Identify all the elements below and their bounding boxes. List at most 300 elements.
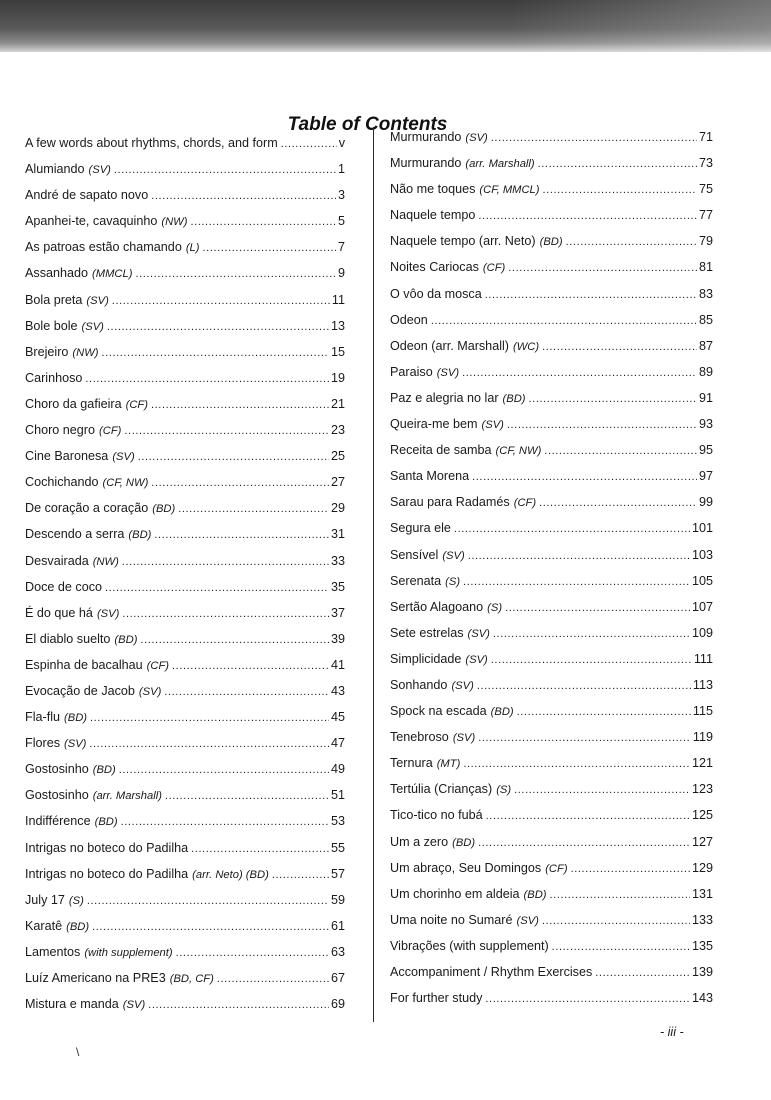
dot-leader (151, 399, 329, 411)
dot-leader (178, 503, 329, 515)
entry-credit: (CF, MMCL) (479, 184, 540, 197)
toc-entry (25, 971, 345, 997)
entry-title: Doce de coco (25, 579, 103, 594)
entry-title: Evocação de Jacob (25, 683, 135, 698)
dot-leader (463, 576, 690, 588)
entry-page-number: 61 (330, 918, 345, 933)
toc-entry (390, 939, 713, 965)
dot-leader (478, 732, 691, 744)
entry-credit: (BD) (114, 633, 138, 646)
dot-leader (90, 712, 329, 724)
entry-page-number: 85 (698, 312, 713, 327)
dot-leader (135, 268, 336, 280)
entry-page-number: 53 (330, 814, 345, 829)
toc-entry (25, 371, 345, 397)
entry-page-number: 87 (698, 338, 713, 353)
toc-entry (25, 266, 345, 292)
entry-credit: (BD) (92, 764, 116, 777)
dot-leader (431, 315, 697, 327)
entry-page-number: 49 (330, 762, 345, 777)
entry-title: Cochichando (25, 475, 99, 490)
entry-credit: (NW) (161, 216, 188, 229)
entry-credit: (CF) (545, 862, 568, 875)
entry-credit: (BD) (94, 816, 118, 829)
toc-column-left (25, 136, 345, 1023)
toc-entry (25, 632, 345, 658)
entry-page-number: 25 (330, 449, 345, 464)
entry-page-number: 7 (337, 240, 345, 255)
dot-leader (164, 686, 329, 698)
entry-page-number: 111 (693, 651, 713, 666)
dot-leader (544, 445, 697, 457)
entry-title: Alumiando (25, 162, 85, 177)
dot-leader (154, 529, 329, 541)
toc-entry (390, 913, 713, 939)
toc-entry (390, 965, 713, 991)
entry-credit: (arr. Marshall) (92, 790, 162, 803)
entry-title: Choro da gafieira (25, 396, 122, 411)
dot-leader (105, 582, 329, 594)
entry-credit: (NW) (72, 346, 99, 359)
toc-entry (390, 521, 713, 547)
entry-credit: (SV) (451, 679, 474, 692)
entry-page-number: 139 (691, 965, 713, 979)
toc-entry (25, 475, 345, 501)
entry-credit: (SV) (442, 549, 465, 562)
dot-leader (121, 816, 329, 828)
entry-title: De coração a coração (25, 501, 149, 516)
toc-entry (390, 704, 713, 730)
entry-credit: (BD, CF) (169, 973, 214, 985)
toc-entry (390, 991, 713, 1017)
entry-credit: (BD) (64, 712, 87, 725)
toc-entry (25, 893, 345, 919)
entry-page-number: 9 (337, 266, 345, 281)
entry-page-number: 19 (330, 370, 345, 385)
entry-credit: (BD) (539, 236, 563, 249)
entry-credit: (BD) (490, 706, 514, 719)
dot-leader (172, 660, 329, 672)
dot-leader (454, 523, 690, 535)
dot-leader (85, 373, 329, 385)
entry-title: Desvairada (25, 553, 89, 568)
entry-page-number: 23 (330, 423, 345, 438)
dot-leader (165, 790, 329, 802)
dot-leader (272, 869, 329, 881)
entry-page-number: 11 (331, 292, 345, 307)
dot-leader (493, 628, 690, 640)
dot-leader (472, 471, 697, 483)
entry-title: Naquele tempo (390, 208, 476, 223)
entry-credit: (L) (185, 242, 200, 255)
toc-entry (25, 580, 345, 606)
entry-title: Noites Cariocas (390, 260, 479, 275)
dot-leader (491, 654, 692, 666)
toc-entry (25, 188, 345, 214)
toc-entry (390, 182, 713, 208)
dot-leader (485, 289, 697, 301)
toc-entry (390, 495, 713, 521)
entry-title: El diablo suelto (25, 631, 111, 646)
entry-title: Bola preta (25, 292, 83, 307)
entry-page-number: 97 (698, 469, 713, 484)
dot-leader (543, 184, 697, 196)
entry-page-number: 31 (330, 527, 345, 542)
entry-title: Sertão Alagoano (390, 599, 484, 614)
entry-credit: (BD) (66, 920, 90, 933)
entry-title: Choro negro (25, 423, 96, 438)
entry-page-number: 29 (330, 501, 345, 516)
dot-leader (542, 915, 690, 927)
entry-title: Sete estrelas (390, 625, 464, 640)
toc-entry (390, 887, 713, 913)
toc-entry (390, 260, 713, 286)
entry-page-number: 5 (337, 214, 345, 229)
toc-entry (25, 814, 345, 840)
entry-title: Gostosinho (25, 788, 89, 803)
entry-page-number: 79 (698, 234, 713, 249)
entry-page-number: 93 (698, 417, 713, 432)
entry-credit: (CF) (125, 398, 148, 411)
entry-page-number: 45 (330, 710, 345, 725)
entry-title: O vôo da mosca (390, 286, 482, 301)
entry-credit: (SV) (112, 451, 135, 464)
entry-title: A few words about rhythms, chords, and form (25, 136, 278, 150)
dot-leader (122, 556, 329, 568)
entry-page-number: 89 (698, 364, 713, 379)
toc-entry (390, 443, 713, 469)
toc-entry (390, 678, 713, 704)
entry-page-number: 67 (330, 971, 345, 985)
entry-credit: (BD) (523, 888, 547, 901)
entry-page-number: 125 (691, 808, 713, 823)
entry-title: For further study (390, 991, 483, 1006)
toc-entry (390, 600, 713, 626)
entry-page-number: 69 (330, 997, 345, 1012)
dot-leader (539, 497, 697, 509)
dot-leader (140, 634, 329, 646)
entry-page-number: 95 (698, 443, 713, 458)
entry-title: Sonhando (390, 677, 448, 692)
entry-page-number: 3 (337, 188, 345, 203)
toc-entry (25, 762, 345, 788)
entry-page-number: 81 (698, 260, 713, 275)
entry-page-number: 57 (330, 866, 345, 881)
dot-leader (485, 993, 690, 1005)
toc-entry (25, 684, 345, 710)
entry-credit: (SV) (138, 685, 162, 698)
entry-page-number: 99 (698, 495, 713, 510)
entry-title: André de sapato novo (25, 188, 149, 203)
entry-page-number: 103 (691, 547, 713, 562)
dot-leader (107, 321, 329, 333)
entry-title: Paraiso (390, 364, 433, 379)
entry-credit: (BD) (452, 836, 476, 849)
entry-title: July 17 (25, 892, 65, 907)
entry-page-number: 135 (691, 938, 713, 953)
entry-title: Karatê (25, 918, 63, 933)
dot-leader (505, 602, 690, 614)
entry-credit: (SV) (122, 999, 146, 1012)
entry-credit: (SV) (81, 320, 104, 333)
entry-page-number: 121 (691, 756, 713, 771)
entry-credit: (S) (496, 784, 512, 797)
entry-credit: (with supplement) (84, 946, 173, 959)
entry-page-number: 37 (330, 605, 345, 620)
entry-credit: (SV) (452, 732, 476, 745)
dot-leader (87, 895, 329, 907)
toc-entry (390, 861, 713, 887)
entry-page-number: 109 (691, 625, 713, 640)
dot-leader (217, 973, 329, 985)
entry-page-number: 119 (692, 730, 713, 745)
page-number-footer: - iii - (660, 1025, 684, 1039)
column-divider (373, 127, 374, 1022)
entry-title: Murmurando (390, 156, 462, 171)
entry-title: As patroas estão chamando (25, 240, 182, 255)
entry-page-number: 77 (698, 208, 713, 223)
entry-title: Murmurando (390, 130, 462, 144)
entry-title: Odeon (arr. Marshall) (390, 338, 509, 353)
toc-entry (25, 527, 345, 553)
entry-credit: (arr. Marshall) (465, 158, 535, 171)
toc-entry (25, 997, 345, 1023)
toc-entry (25, 501, 345, 527)
toc-entry (25, 423, 345, 449)
toc-entry (25, 710, 345, 736)
dot-leader (491, 132, 697, 144)
toc-entry (390, 756, 713, 782)
entry-credit: (S) (445, 575, 461, 588)
entry-title: Vibrações (with supplement) (390, 938, 549, 953)
toc-entry (390, 835, 713, 861)
dot-leader (550, 889, 690, 901)
toc-entry (25, 919, 345, 945)
entry-title: Um a zero (390, 834, 449, 849)
entry-credit: (SV) (467, 627, 490, 640)
entry-title: Indifférence (25, 814, 91, 829)
entry-title: Não me toques (390, 182, 476, 197)
dot-leader (538, 158, 697, 170)
entry-page-number: 47 (330, 736, 345, 751)
entry-credit: (MT) (436, 758, 461, 771)
entry-page-number: 55 (330, 840, 345, 855)
toc-entry (25, 136, 345, 162)
entry-credit: (CF) (99, 425, 122, 438)
dot-leader (114, 164, 336, 176)
dot-leader (190, 216, 336, 228)
dot-leader (566, 236, 697, 248)
dot-leader (151, 477, 329, 489)
entry-title: Paz e alegria no lar (390, 390, 499, 405)
toc-entry (25, 214, 345, 240)
dot-leader (119, 764, 329, 776)
entry-title: Spock na escada (390, 704, 487, 719)
entry-title: Bole bole (25, 318, 78, 333)
entry-title: Ternura (390, 756, 433, 771)
entry-title: Um chorinho em aldeia (390, 886, 520, 901)
entry-page-number: 127 (691, 834, 713, 849)
dot-leader (477, 680, 691, 692)
entry-credit: (SV) (88, 164, 111, 177)
dot-leader (542, 341, 697, 353)
dot-leader (462, 367, 697, 379)
entry-title: Santa Morena (390, 469, 470, 484)
entry-page-number: 15 (330, 344, 345, 359)
entry-page-number: 21 (330, 396, 345, 411)
toc-entry (25, 162, 345, 188)
entry-title: Simplicidade (390, 651, 462, 666)
entry-page-number: 115 (692, 704, 713, 719)
toc-entry (390, 156, 713, 182)
entry-title: Lamentos (25, 944, 81, 959)
entry-page-number: 33 (330, 553, 345, 568)
entry-title: Queira-me bem (390, 417, 478, 432)
entry-title: Um abraço, Seu Domingos (390, 860, 542, 875)
entry-title: Odeon (390, 312, 428, 327)
entry-title: Mistura e manda (25, 997, 119, 1012)
toc-entry (390, 652, 713, 678)
entry-title: Intrigas no boteco do Padilha (25, 866, 189, 881)
entry-title: Espinha de bacalhau (25, 657, 143, 672)
entry-page-number: 27 (330, 475, 345, 490)
entry-page-number: 43 (330, 683, 345, 698)
toc-entry (25, 945, 345, 971)
dot-leader (102, 347, 329, 359)
dot-leader (148, 999, 329, 1011)
toc-column-right (390, 130, 713, 1017)
entry-title: Tenebroso (390, 730, 449, 745)
entry-title: Intrigas no boteco do Padilha (25, 840, 189, 855)
entry-page-number: 123 (691, 782, 713, 797)
toc-entry (390, 130, 713, 156)
entry-page-number: 73 (698, 156, 713, 171)
entry-credit: (S) (68, 894, 84, 907)
page-title: Table of Contents (287, 113, 448, 135)
dot-leader (463, 758, 690, 770)
toc-entry (25, 841, 345, 867)
toc-entry (25, 397, 345, 423)
dot-leader (507, 419, 697, 431)
toc-entry (25, 345, 345, 371)
entry-credit: (BD) (502, 392, 526, 405)
entry-page-number: 39 (330, 631, 345, 646)
entry-title: Luíz Americano na PRE3 (25, 971, 166, 985)
entry-title: Carinhoso (25, 370, 83, 385)
dot-leader (92, 921, 329, 933)
dot-leader (191, 843, 329, 855)
toc-entry (25, 293, 345, 319)
dot-leader (124, 425, 329, 437)
entry-title: Gostosinho (25, 762, 89, 777)
entry-page-number: 129 (691, 860, 713, 875)
entry-title: Cine Baronesa (25, 449, 109, 464)
entry-credit: (CF, NW) (102, 477, 149, 490)
entry-page-number: 13 (330, 318, 345, 333)
entry-title: Tertúlia (Crianças) (390, 782, 493, 797)
toc-entry (25, 606, 345, 632)
dot-leader (138, 451, 329, 463)
entry-credit: (BD) (128, 529, 152, 542)
entry-page-number: 131 (691, 886, 713, 901)
toc-entry (390, 313, 713, 339)
entry-title: Naquele tempo (arr. Neto) (390, 234, 536, 249)
scan-shadow-band (0, 0, 771, 52)
entry-credit: (MMCL) (92, 268, 133, 281)
entry-title: Sensível (390, 547, 439, 562)
entry-title: Uma noite no Sumaré (390, 912, 513, 927)
toc-entry (390, 626, 713, 652)
entry-page-number: 105 (691, 573, 713, 588)
entry-title: Flores (25, 736, 60, 751)
toc-entry (390, 208, 713, 234)
dot-leader (514, 784, 690, 796)
toc-entry (25, 788, 345, 814)
entry-title: Brejeiro (25, 344, 69, 359)
dot-leader (552, 941, 690, 953)
entry-page-number: 133 (691, 912, 713, 927)
entry-credit: (CF) (513, 497, 537, 510)
dot-leader (508, 262, 697, 274)
entry-title: Accompaniment / Rhythm Exercises (390, 965, 593, 979)
entry-title: Fla-flu (25, 710, 60, 725)
toc-entry (390, 365, 713, 391)
entry-title: Descendo a serra (25, 527, 125, 542)
entry-page-number: 143 (691, 991, 713, 1006)
entry-page-number: 41 (330, 657, 345, 672)
dot-leader (281, 138, 337, 150)
entry-page-number: 101 (691, 521, 713, 536)
entry-page-number: 107 (691, 599, 713, 614)
toc-entry (390, 469, 713, 495)
entry-credit: (SV) (481, 419, 504, 432)
entry-page-number: 83 (698, 286, 713, 301)
toc-entry (390, 548, 713, 574)
entry-credit: (CF, NW) (495, 445, 542, 458)
entry-credit: (WC) (512, 340, 540, 353)
toc-entry (25, 319, 345, 345)
dot-leader (478, 210, 697, 222)
entry-credit: (CF) (482, 262, 506, 275)
entry-page-number: 59 (330, 892, 345, 907)
entry-credit: (SV) (64, 738, 87, 751)
entry-title: Sarau para Radamés (390, 495, 510, 510)
dot-leader (112, 295, 330, 307)
dot-leader (478, 837, 690, 849)
toc-entry (25, 736, 345, 762)
entry-page-number: 113 (692, 677, 713, 692)
entry-credit: (SV) (436, 366, 460, 379)
entry-credit: (BD) (152, 503, 176, 516)
dot-leader (89, 738, 329, 750)
dot-leader (529, 393, 697, 405)
entry-title: Assanhado (25, 266, 89, 281)
toc-entry (390, 782, 713, 808)
toc-entry (390, 287, 713, 313)
entry-title: Receita de samba (390, 443, 492, 458)
entry-page-number: 75 (698, 182, 713, 197)
toc-entry (25, 658, 345, 684)
toc-entry (25, 867, 345, 893)
toc-entry (25, 554, 345, 580)
dot-leader (203, 242, 336, 254)
dot-leader (595, 967, 690, 979)
scan-mark: \ (76, 1045, 80, 1059)
toc-entry (390, 391, 713, 417)
entry-credit: (SV) (516, 914, 539, 927)
dot-leader (571, 863, 690, 875)
dot-leader (486, 810, 690, 822)
